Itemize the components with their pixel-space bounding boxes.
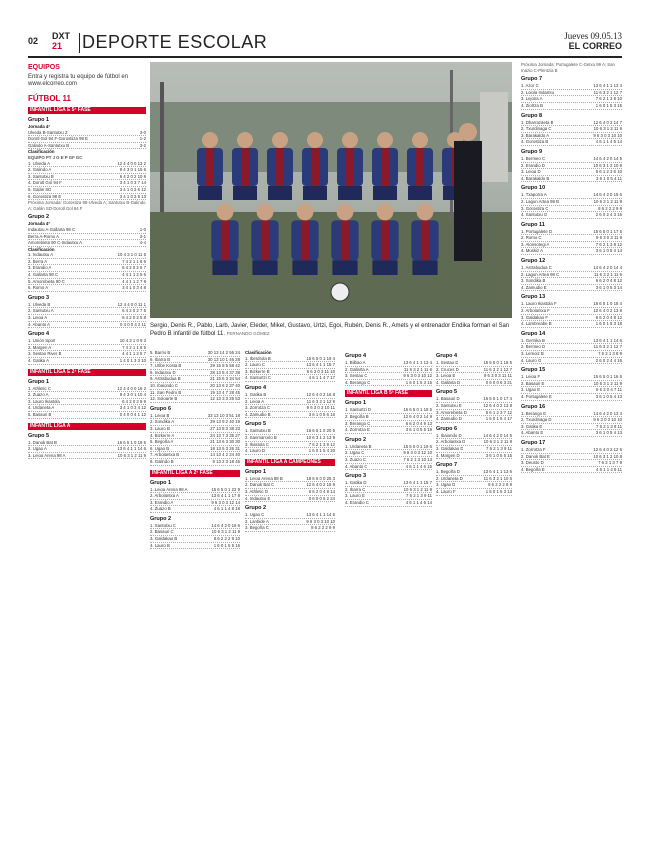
table-row: 1. Gatika D 13 6 4 1 1 15 7 (345, 480, 432, 486)
results-list (28, 130, 146, 150)
table-row: 3. Sestao River B 4 4 1 1 2 5 7 (28, 351, 146, 357)
team-photo-image (150, 62, 512, 318)
group-title: Grupo 1 (28, 378, 50, 385)
standings-table (436, 469, 512, 495)
table-row: 3. Leioa D 5 6 1 2 3 6 10 (521, 169, 622, 175)
table-row: 4. Dorotl Gol 94 F 3 4 1 0 3 7 14 (28, 180, 146, 186)
table-row: 6. Gorostiza 98 E 3 4 1 0 3 5 13 (28, 193, 146, 199)
standings-table (345, 360, 432, 386)
caption-text: Sergio, Denis R., Pablo, Larb, Javier, Eleder, Mikel, Gustavo, Urtzi, Egoi, Rubén, Denis R., Amets y el entrenador Endika forman el San Pedro B infantil de fútbol 11. (150, 323, 510, 337)
table-row: 8. Galindo B 9 13 2 3 18 45 (150, 458, 240, 464)
table-row: 1. Sestao D 15 6 5 0 1 18 5 (436, 360, 512, 365)
table-row: 2. Loiola Indartsu 11 6 3 2 1 12 7 (521, 89, 622, 95)
table-row: 2. Leioa A 11 6 3 2 1 12 9 (245, 398, 335, 404)
group-title: Grupo 5 (245, 421, 267, 428)
table-row: 2. Urdaneta D 11 6 3 2 1 10 6 (436, 475, 512, 481)
group-title: Grupo 3 (28, 294, 50, 301)
section-title: DEPORTE ESCOLAR (82, 32, 268, 52)
table-row: 4. Indautxu E 0 6 0 0 6 2 24 (245, 495, 335, 501)
table-row: 2. Erandio D 10 6 3 1 2 10 8 (521, 162, 622, 168)
dateline (564, 31, 622, 51)
table-row: 3. Lauro E 7 6 2 1 3 9 11 (345, 493, 432, 499)
table-row: 4. Lambreabe B 1 6 0 1 5 3 18 (521, 321, 622, 327)
photo-credit: FERNANDO GÓMEZ (226, 331, 270, 336)
coach-figure (454, 123, 482, 261)
table-row: 2. Galindo A 9 4 3 0 1 15 6 (28, 167, 146, 173)
standings-table (28, 252, 146, 292)
table-row: 4. Barakaldo B 3 6 1 0 5 4 11 (521, 175, 622, 181)
table-row: 6. Ugao B 18 13 5 3 26 31 (150, 445, 240, 451)
group-title: Grupo 5 (436, 389, 458, 396)
table-row: 4. Zorrotza E 3 6 1 0 5 5 19 (345, 427, 432, 433)
table-row: 3. Leioa E 9 6 3 0 3 11 11 (436, 373, 512, 379)
standings-table (345, 480, 432, 506)
results-column-4 (345, 350, 432, 834)
table-row: 3. Lauro B 27 13 8 3 38 23 (150, 425, 240, 431)
table-row: 2. Danok Bat E 10 6 3 1 2 10 8 (521, 453, 622, 459)
table-row: 2. Sondika A 29 13 9 2 40 19 (150, 419, 240, 425)
table-row: 1. Berango E 14 6 4 2 0 13 4 (521, 410, 622, 416)
group-title: Grupo 8 (521, 112, 543, 119)
table-row: 3. Santutxu B 6 4 2 0 2 10 9 (28, 173, 146, 179)
header-rule (28, 56, 622, 58)
group-title: Grupo 11 (521, 221, 545, 228)
table-row: 3. Lauro Ikastola 6 4 2 0 2 8 9 (28, 398, 146, 404)
result-row: Ulveda B-Santutxu Z 3-0 (28, 129, 146, 135)
table-row: 5. Barrio B 30 13 14 2 56 24 (150, 350, 240, 355)
standings-table (28, 338, 146, 364)
table-row: 4. Muskiz A 3 6 1 0 5 4 14 (521, 248, 622, 254)
table-row: 3. Lejona A 7 6 2 1 3 8 10 (521, 96, 622, 102)
table-row: 3. Athletic D 6 6 2 0 4 8 14 (245, 488, 335, 494)
table-row: 1. Ulveda A 12 4 4 0 0 13 2 (28, 160, 146, 166)
table-row: 1. Bermeo C 14 6 4 2 0 14 5 (521, 155, 622, 161)
standings-table (245, 356, 335, 382)
category-bar: INFANTIL LIGA E 2ª FASE (28, 369, 146, 376)
equipos-label: EQUIPOS (28, 64, 60, 71)
table-row: 7. Arbolantxa B 14 13 4 2 24 40 (150, 452, 240, 458)
table-row: 5. Basauri B 0 4 0 0 4 1 12 (28, 411, 146, 417)
group-title: Grupo 14 (521, 330, 546, 337)
table-row: 4. Lauro D 1 6 0 1 5 4 20 (245, 448, 335, 454)
table-row: 3. Zorrotza C 9 6 3 0 3 10 11 (245, 405, 335, 411)
table-row: 2. Sanmarcelo B 10 6 3 1 2 13 9 (245, 434, 335, 440)
table-row: 2. Santutxu A 6 4 2 0 2 7 5 (28, 308, 146, 314)
table-row: 2. Txurdinaga C 10 6 3 1 2 11 9 (521, 126, 622, 132)
group-title: Grupo 5 (28, 432, 50, 439)
table-row: 2. Basauri E 10 6 3 1 2 11 9 (521, 380, 622, 386)
standings-table (521, 374, 622, 400)
result-row: Amorebieta 90 C-Indautxu A 4-4 (28, 240, 146, 246)
standings-table (436, 396, 512, 422)
table-row: 11. San Pedro B 19 13 4 7 28 45 (150, 389, 240, 395)
table-row: 3. Gorostiza C 8 6 2 2 2 9 9 (521, 205, 622, 211)
table-row: 2. Lagun Artea 98 C 11 6 3 2 1 11 6 (521, 271, 622, 277)
table-row: 5. Amorebieta 90 C 4 4 1 1 2 7 9 (28, 278, 146, 284)
standings-table (345, 444, 432, 470)
ball-icon (331, 283, 349, 301)
category-bar: INFANTIL LIGA A CAMPEONES (245, 459, 335, 466)
table-row: 3. Berango C 6 6 2 0 4 9 13 (345, 420, 432, 426)
table-row: 3. Amorebieta D 5 6 1 2 3 7 12 (436, 409, 512, 415)
table-row: 1. Unión Sport 10 4 3 1 0 9 3 (28, 338, 146, 344)
table-row: 2. Begoña B 12 6 4 0 2 14 9 (345, 413, 432, 419)
table-row: 5. Galán SD 3 4 1 0 3 6 12 (28, 186, 146, 192)
result-row: Berra A-Romo A 3-1 (28, 233, 146, 239)
table-row: 1. Begoña D 13 6 4 1 1 13 6 (436, 469, 512, 475)
table-row: 3. Lemoiz B 7 6 2 1 3 8 9 (521, 351, 622, 356)
table-row: 1. Gatika B 12 6 4 0 2 16 8 (245, 391, 335, 397)
standings-table (521, 192, 622, 218)
table-row: 4. Zamudio D 1 6 0 1 5 4 17 (436, 416, 512, 422)
table-row: 5. Begoña A 21 13 6 3 30 30 (150, 439, 240, 445)
results-column-2 (150, 350, 240, 834)
table-row: 2. Romo C 9 6 3 0 3 11 9 (521, 235, 622, 241)
table-row: 3. Erandio A 9 6 3 0 3 12 14 (150, 499, 240, 505)
table-row: 4. Lauro F 1 6 0 1 5 3 13 (436, 488, 512, 494)
photo-caption (150, 322, 512, 338)
next-fixtures: Próxima Jornada: Portugalete C-Getxo 99 A; San Inazio C-Plentzia B (521, 62, 615, 73)
table-row: 2. Arbolantxa A 13 6 4 1 1 17 8 (150, 493, 240, 499)
table-row: 1. Txaporra A 14 6 4 2 0 15 6 (521, 192, 622, 198)
group-title: Grupo 12 (521, 258, 546, 265)
standings-table (521, 411, 622, 437)
table-row: 3. Ugao D 8 6 2 2 2 8 9 (436, 482, 512, 488)
standings-table (521, 265, 622, 291)
table-row: 4. Abanto A 0 4 0 0 4 2 11 (28, 321, 146, 327)
standings-table (28, 440, 146, 460)
table-row: 4. Zamudio B 3 6 1 0 5 6 16 (245, 411, 335, 417)
standings-table (521, 120, 622, 146)
standings-table (245, 476, 335, 502)
result-row: Galindo A-Santutxu B 3-2 (28, 142, 146, 148)
standings-table (150, 350, 240, 403)
newspaper-name: EL CORREO (568, 41, 622, 51)
table-row: 1. Bilbao A 13 6 4 1 1 13 4 (345, 360, 432, 365)
table-row: 3. Galdakao F 6 6 2 0 4 8 12 (521, 314, 622, 320)
table-row: 1. Leioa Arena 98 B 18 6 6 0 0 25 3 (245, 475, 335, 481)
results-column-left (28, 62, 146, 834)
table-row: 4. Abanto E 3 6 1 0 5 4 13 (521, 430, 622, 436)
table-row: 10. Ibaiondo C 20 13 6 2 37 40 (150, 382, 240, 388)
table-row: 4. Bizkerre A 24 13 7 3 35 27 (150, 432, 240, 438)
table-row: 3. Zuazo C 7 6 2 1 3 10 13 (345, 456, 432, 462)
group-title: Grupo 2 (245, 505, 267, 512)
table-row: 4. Santutxu G 2 6 0 2 4 3 15 (521, 212, 622, 218)
table-row: 9. Astrabudua B 21 15 6 3 34 54 (150, 376, 240, 382)
table-row: 1. Ibaiondo D 14 6 4 2 0 14 5 (436, 432, 512, 438)
category-bar: INFANTIL LIGA E 5ª FASE (28, 107, 146, 114)
group-title: Grupo 7 (436, 462, 458, 469)
result-row: Dorotl Gol 94 F-Gorostiiza 98 E 1-2 (28, 136, 146, 142)
table-row: 1. Azor C 13 6 4 1 1 13 4 (521, 83, 622, 89)
standings-table (345, 407, 432, 433)
table-row: 3. Ugao E 6 6 2 0 4 7 11 (521, 387, 622, 393)
table-row: 1. Santutxu B 16 6 5 1 0 20 5 (245, 428, 335, 434)
table-row: 3. Galdakao B 8 6 2 2 2 9 10 (150, 536, 240, 542)
issue-date: Jueves 09.05.13 (564, 31, 622, 41)
standings-table (521, 83, 622, 109)
table-row: 4. Santurtzi C 4 6 1 1 4 7 17 (245, 375, 335, 381)
table-row: 1. Santurtzi D 15 6 5 0 1 18 5 (345, 407, 432, 413)
result-row: Indautxu A-Gallarta 98 C 1-0 (28, 226, 146, 232)
table-row: 2. Lanbide A 9 6 3 0 3 10 10 (245, 518, 335, 524)
standings-table (436, 360, 512, 386)
table-row: 1. Basauri D 16 6 5 1 0 17 4 (436, 396, 512, 402)
group-title: Grupo 1 (150, 479, 172, 486)
table-row: 3. Galdakao D 7 6 2 1 3 9 11 (436, 445, 512, 451)
table-row: 4. Margen D 3 6 1 0 5 5 15 (436, 452, 512, 458)
results-column-right (521, 62, 622, 834)
group-title: Grupo 13 (521, 294, 546, 301)
table-row: 3. Deusto D 7 6 2 1 3 7 9 (521, 460, 622, 466)
table-row: 2. Ugao C 9 6 3 0 3 12 10 (345, 450, 432, 456)
table-header: EQUIPO PT J G E P GF GC (28, 154, 83, 160)
table-row: 1. Gernika B 13 6 4 1 1 14 6 (521, 337, 622, 343)
standings-table (521, 229, 622, 255)
table-row: 7. Uribe Kosta B 29 15 8 5 58 42 (150, 363, 240, 369)
table-row: 4. Berango C 1 6 0 1 5 3 15 (345, 379, 432, 385)
standings-table (28, 161, 146, 201)
table-row: 1. Ugao C 13 6 4 1 1 14 6 (245, 512, 335, 518)
table-row: 3. Sestao C 9 6 3 0 3 10 12 (345, 373, 432, 379)
table-row: 2. Bermeo D 11 6 3 2 1 12 7 (521, 344, 622, 350)
table-row: 2. Lagun Artea 98 B 10 6 3 1 2 11 8 (521, 198, 622, 204)
table-row: 1. Iberdrola B 15 6 5 0 1 19 4 (245, 355, 335, 361)
group-title: Grupo 16 (521, 403, 546, 410)
jornada-label: Jornada 4ª (28, 124, 50, 129)
table-row: 4. Zuazo B 4 6 1 1 4 8 18 (150, 506, 240, 512)
table-row: 1. Portugalete D 15 6 5 0 1 17 5 (521, 228, 622, 234)
table-row: 2. Cruces D 11 6 3 2 1 12 7 (436, 366, 512, 372)
table-row: 2. Txurdinaga D 9 6 3 0 3 10 10 (521, 417, 622, 423)
group-title: Grupo 4 (436, 353, 458, 359)
table-row: 1. Ulveda B 12 4 4 0 0 11 1 (28, 301, 146, 307)
group-title: Grupo 4 (28, 331, 50, 338)
next-fixtures: Próxima Jornada: Gorostiza 98-Ulveda A; Santutxu B-Galindo A; Galán SD-Dorotl Gol 94 F (28, 200, 146, 211)
results-list (28, 227, 146, 247)
results-column-3 (245, 350, 335, 834)
table-row: 3. Erandio A 6 4 2 0 2 6 7 (28, 265, 146, 271)
group-title: Grupo 7 (521, 76, 543, 83)
table-row: 2. Danok Bat C 12 6 4 0 2 15 9 (245, 482, 335, 488)
group-title: Grupo 6 (436, 425, 458, 432)
table-row: 4. Gatika A 1 4 0 1 3 3 10 (28, 358, 146, 363)
results-column-5 (436, 350, 512, 834)
standings-table (245, 392, 335, 418)
table-row: 1. Leioa Arena 98 A 15 6 5 0 1 22 9 (150, 486, 240, 492)
standings-table (521, 447, 622, 473)
table-row: 3. Gatika E 7 6 2 1 3 8 11 (521, 423, 622, 429)
group-title: Grupo 1 (28, 117, 50, 123)
group-title: Grupo 4 (245, 384, 267, 391)
group-title: Grupo 3 (345, 473, 367, 480)
table-row: 6. Romo A 3 4 1 0 3 4 8 (28, 285, 146, 291)
group-title: Grupo 2 (28, 214, 50, 221)
standings-table (28, 386, 146, 419)
table-row: 3. Alonsotegi A 7 6 2 1 3 8 12 (521, 241, 622, 247)
standings-table (28, 302, 146, 328)
table-row: 4. Portugalete E 3 6 1 0 5 4 13 (521, 393, 622, 399)
section-code: DXT (52, 31, 70, 41)
header-divider (79, 33, 80, 53)
table-row: 1. Lauro Ikastola F 16 6 5 1 0 18 4 (521, 301, 622, 307)
clasificacion-label: Clasificación (245, 350, 272, 355)
table-row: 2. Gallarta A 11 6 3 2 1 11 6 (345, 366, 432, 372)
table-row: 4. Zamudio E 3 6 1 0 5 3 14 (521, 284, 622, 290)
group-title: Grupo 17 (521, 439, 546, 446)
category-bar: INFANTIL LIGA B 5ª FASE (345, 390, 432, 397)
table-row: 2. Zuazo A 9 4 3 0 1 10 4 (28, 392, 146, 398)
group-title: Grupo 1 (345, 400, 367, 407)
table-row: 4. Begoña E 4 6 1 1 4 5 11 (521, 466, 622, 472)
table-row: 1. Leioa F 15 6 5 0 1 16 5 (521, 374, 622, 380)
category-bar: INFANTIL LIGA A (28, 423, 146, 430)
table-row: 4. Lauro B 1 6 0 1 5 5 16 (150, 542, 240, 548)
team-photo (150, 62, 512, 318)
group-title: Grupo 10 (521, 185, 546, 192)
table-row: 12. Soloarte B 12 13 3 3 25 53 (150, 396, 240, 402)
group-title: Grupo 6 (150, 405, 172, 412)
group-title: Grupo 4 (345, 353, 367, 359)
table-row: 2. Ibarra C 10 6 3 1 2 11 9 (345, 486, 432, 492)
section-code-number: 21 (52, 41, 63, 51)
futbol-title: FÚTBOL 11 (28, 94, 71, 103)
table-row: 2. Arbolantxa D 10 6 3 1 2 11 8 (436, 439, 512, 445)
page-header (0, 0, 650, 58)
table-row: 3. Begoña C 8 6 2 2 2 9 9 (245, 525, 335, 531)
standings-table (245, 428, 335, 454)
table-row: 2. Ugao A 13 6 4 1 1 14 6 (28, 446, 146, 452)
table-row: 4. Lauro G 2 6 0 2 4 4 16 (521, 357, 622, 363)
group-title: Grupo 9 (521, 148, 543, 155)
table-row: 2. Berra A 7 4 2 1 1 8 6 (28, 258, 146, 264)
table-row: 3. Leioa Arena 98 A 10 6 3 1 2 11 9 (28, 452, 146, 458)
page-number: 02 (28, 36, 39, 46)
group-title: Grupo 2 (345, 436, 367, 443)
standings-table (436, 433, 512, 459)
clasificacion-label: Clasificación (28, 149, 55, 155)
table-row: 2. Lauro C 13 6 4 1 1 15 7 (245, 362, 335, 368)
table-row: 2. Santutxu E 12 6 4 0 2 13 8 (436, 402, 512, 408)
table-row: 3. Barakaldo A 9 6 3 0 3 10 10 (521, 132, 622, 138)
table-row: 1. Astrabudua C 14 6 4 2 0 14 4 (521, 265, 622, 271)
standings-table (150, 523, 240, 549)
table-row: 4. Gorostiza B 4 6 1 1 4 5 14 (521, 139, 622, 145)
table-row: 1. Indautxu A 10 4 3 1 0 11 5 (28, 252, 146, 258)
table-row: 2. Arbolantxa F 12 6 4 0 2 13 8 (521, 308, 622, 314)
table-row: 3. Ikastola C 7 6 2 1 3 9 12 (245, 441, 335, 447)
register-promo[interactable]: Entra y registra tu equipo de fútbol en www.elcorreo.com (28, 74, 129, 87)
group-title: Grupo 15 (521, 367, 546, 374)
standings-table (245, 512, 335, 532)
standings-table (521, 156, 622, 182)
table-row: 2. Margen A 7 4 2 1 1 8 5 (28, 344, 146, 350)
table-row: 4. Erandio C 4 6 1 1 4 6 14 (345, 499, 432, 505)
table-row: 1. Urdaneta B 15 6 5 0 1 16 6 (345, 443, 432, 449)
table-row: 2. Basauri C 10 6 3 1 2 11 9 (150, 529, 240, 535)
standings-table (150, 413, 240, 466)
clasificacion-label: Clasificación (28, 246, 55, 252)
table-row: 1. Danok Bat B 16 6 5 1 0 19 5 (28, 439, 146, 445)
category-bar: INFANTIL LIGA A 2ª FASE (150, 470, 240, 477)
table-row: 4. Gallarta 98 C 4 4 1 1 2 5 6 (28, 272, 146, 278)
table-row: 3. Bizkerre B 9 6 3 0 3 11 10 (245, 368, 335, 374)
table-row: 3. Sondika B 6 6 2 0 4 8 12 (521, 278, 622, 284)
jornada-label: Jornada 4ª (28, 221, 50, 227)
table-row: 1. Santutxu C 14 6 4 2 0 16 6 (150, 522, 240, 528)
group-title: Grupo 1 (245, 468, 267, 475)
table-row: 1. Dharrazaeta B 12 6 4 0 2 14 7 (521, 119, 622, 125)
table-row: 1. Leioa B 33 13 10 3 51 18 (150, 412, 240, 418)
group-title: Grupo 2 (150, 515, 172, 522)
table-row: 1. Zorrotza F 12 6 4 0 2 12 6 (521, 446, 622, 452)
standings-table (521, 301, 622, 327)
standings-table (150, 487, 240, 513)
table-row: 4. Ziortza B 1 6 0 1 5 3 15 (521, 102, 622, 108)
table-row: 1. Athletic C 12 4 4 0 0 16 2 (28, 385, 146, 391)
table-row: 6. Ibarra B 30 13 10 1 46 28 (150, 356, 240, 362)
table-row: 4. Gallarta D 0 6 0 0 6 3 21 (436, 379, 512, 385)
standings-table (521, 338, 622, 364)
table-row: 4. Abanto C 4 6 1 1 4 6 15 (345, 463, 432, 469)
table-row: 3. Leioa A 6 4 2 0 2 5 8 (28, 315, 146, 321)
table-row: 8. Indautxu D 28 13 8 4 37 38 (150, 369, 240, 375)
table-row: 4. Urdaneta A 3 4 1 0 3 4 12 (28, 405, 146, 411)
